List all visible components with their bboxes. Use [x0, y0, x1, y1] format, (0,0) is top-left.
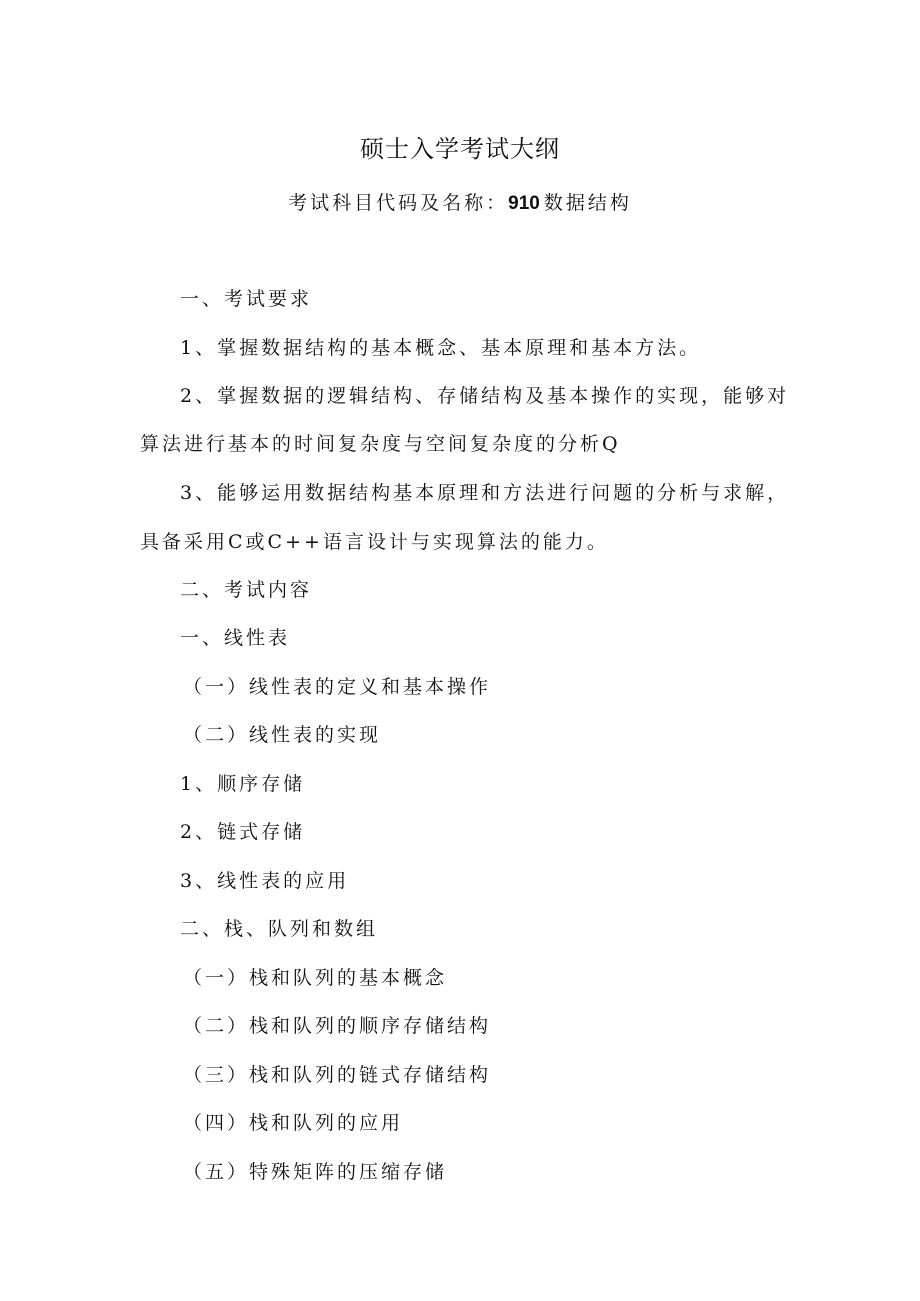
subject-label: 考试科目代码及名称： — [288, 192, 509, 214]
subject-code: 910 — [508, 193, 540, 214]
requirement-2-line-1: 2、掌握数据的逻辑结构、存储结构及基本操作的实现，能够对 — [180, 385, 790, 407]
chapter-1-heading: 一、线性表 — [180, 627, 291, 649]
subject-name: 数据结构 — [543, 192, 632, 214]
chapter-1-subitem-1: 1、顺序存储 — [180, 773, 306, 795]
requirement-3-line-2: 具备采用C或C++语言设计与实现算法的能力。 — [140, 531, 609, 553]
chapter-1-item-2: （二）线性表的实现 — [183, 724, 382, 746]
chapter-1-item-1: （一）线性表的定义和基本操作 — [183, 676, 492, 698]
subject-line — [0, 189, 920, 218]
requirement-2-line-2: 算法进行基本的时间复杂度与空间复杂度的分析Q — [140, 433, 621, 455]
document-title: 硕士入学考试大纲 — [360, 135, 560, 163]
chapter-2-item-1: （一）栈和队列的基本概念 — [183, 967, 448, 989]
chapter-2-item-2: （二）栈和队列的顺序存储结构 — [183, 1015, 492, 1037]
chapter-2-heading: 二、栈、队列和数组 — [180, 918, 379, 940]
chapter-2-item-5: （五）特殊矩阵的压缩存储 — [183, 1161, 448, 1183]
requirement-3-line-1: 3、能够运用数据结构基本原理和方法进行问题的分析与求解， — [180, 482, 790, 504]
chapter-1-subitem-3: 3、线性表的应用 — [180, 870, 350, 892]
chapter-2-item-4: （四）栈和队列的应用 — [183, 1112, 404, 1134]
chapter-1-subitem-2: 2、链式存储 — [180, 821, 306, 843]
content-heading: 二、考试内容 — [180, 579, 313, 601]
chapter-2-item-3: （三）栈和队列的链式存储结构 — [183, 1064, 492, 1086]
requirements-heading: 一、考试要求 — [180, 288, 313, 310]
requirement-1: 1、掌握数据结构的基本概念、基本原理和基本方法。 — [180, 337, 702, 359]
